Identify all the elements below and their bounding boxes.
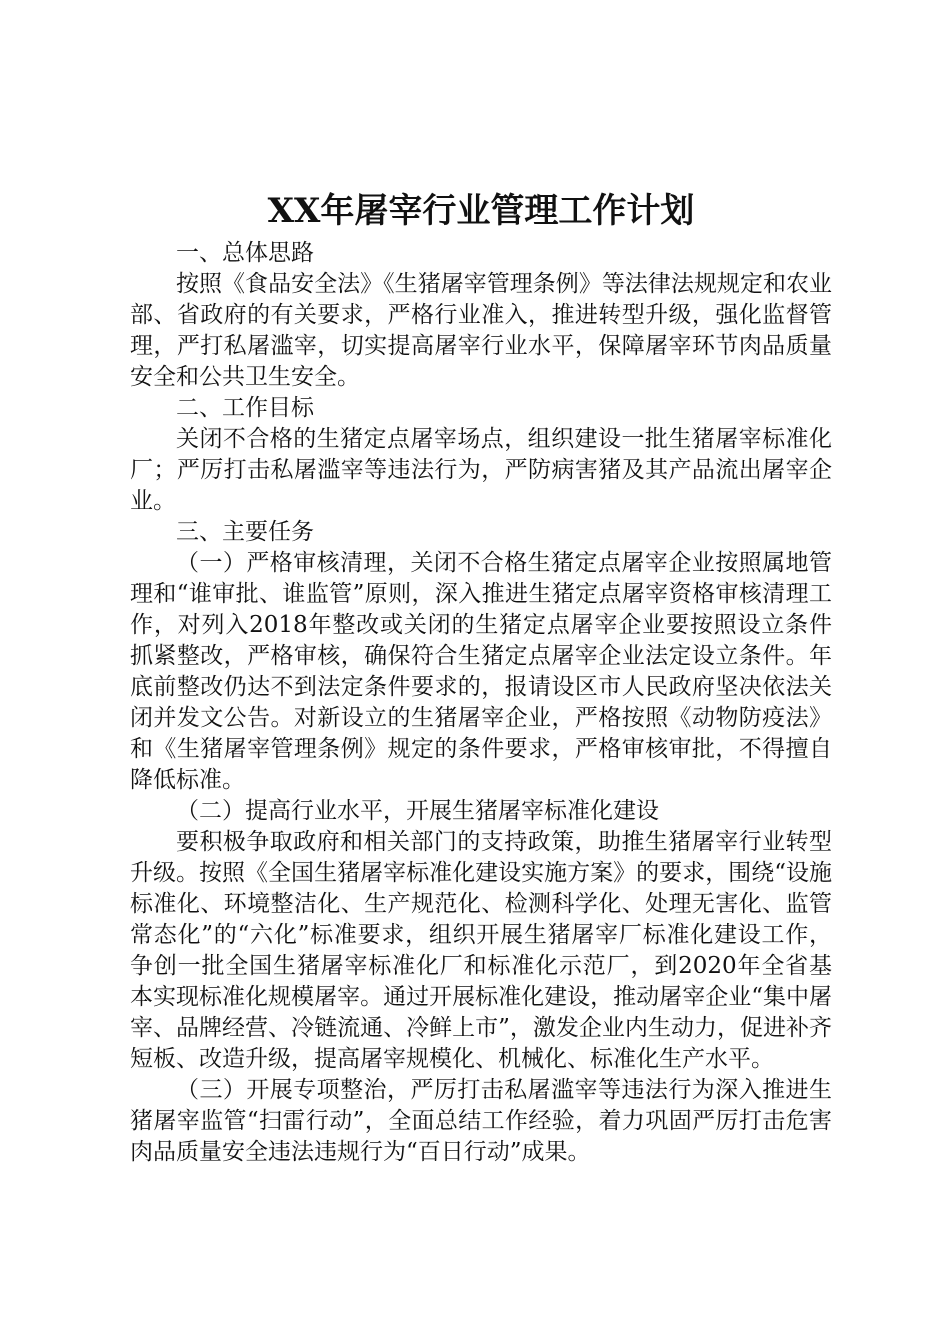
document-title: XX年屠宰行业管理工作计划 [267, 191, 695, 231]
paragraph-overall-idea: 按照《食品安全法》《生猪屠宰管理条例》等法律法规规定和农业部、省政府的有关要求，严格行业准入，推进转型升级，强化监督管理，严打私屠滥宰，切实提高屠宰行业水平，保障屠宰环节肉品质量安全和公共卫生安全。 [130, 271, 832, 390]
section-heading-main-tasks: 三、主要任务 [176, 519, 314, 545]
paragraph-work-goals: 关闭不合格的生猪定点屠宰场点，组织建设一批生猪屠宰标准化厂；严厉打击私屠滥宰等违法行为，严防病害猪及其产品流出屠宰企业。 [130, 426, 832, 514]
section-heading-overall-idea: 一、总体思路 [176, 240, 314, 266]
paragraph-task-two: 要积极争取政府和相关部门的支持政策，助推生猪屠宰行业转型升级。按照《全国生猪屠宰标准化建设实施方案》的要求，围绕“设施标准化、环境整洁化、生产规范化、检测科学化、处理无害化、监管常态化”的“六化”标准要求，组织开展生猪屠宰厂标准化建设工作，争创一批全国生猪屠宰标准化厂和标准化示范厂，到2020年全省基本实现标准化规模屠宰。通过开展标准化建设，推动屠宰企业“集中屠宰、品牌经营、冷链流通、冷鲜上市”，激发企业内生动力，促进补齐短板、改造升级，提高屠宰规模化、机械化、标准化生产水平。 [130, 829, 832, 1072]
document-page [130, 188, 832, 1168]
section-heading-work-goals: 二、工作目标 [176, 395, 314, 421]
paragraph-task-three: （三）开展专项整治，严厉打击私屠滥宰等违法行为深入推进生猪屠宰监管“扫雷行动”，全面总结工作经验，着力巩固严厉打击危害肉品质量安全违法违规行为“百日行动”成果。 [130, 1077, 832, 1165]
subheading-task-two: （二）提高行业水平，开展生猪屠宰标准化建设 [176, 798, 659, 824]
paragraph-task-one: （一）严格审核清理，关闭不合格生猪定点屠宰企业按照属地管理和“谁审批、谁监管”原则，深入推进生猪定点屠宰资格审核清理工作，对列入2018年整改或关闭的生猪定点屠宰企业要按照设立条件抓紧整改，严格审核，确保符合生猪定点屠宰企业法定设立条件。年底前整改仍达不到法定条件要求的，报请设区市人民政府坚决依法关闭并发文公告。对新设立的生猪屠宰企业，严格按照《动物防疫法》和《生猪屠宰管理条例》规定的条件要求，严格审核审批，不得擅自降低标准。 [130, 550, 832, 793]
